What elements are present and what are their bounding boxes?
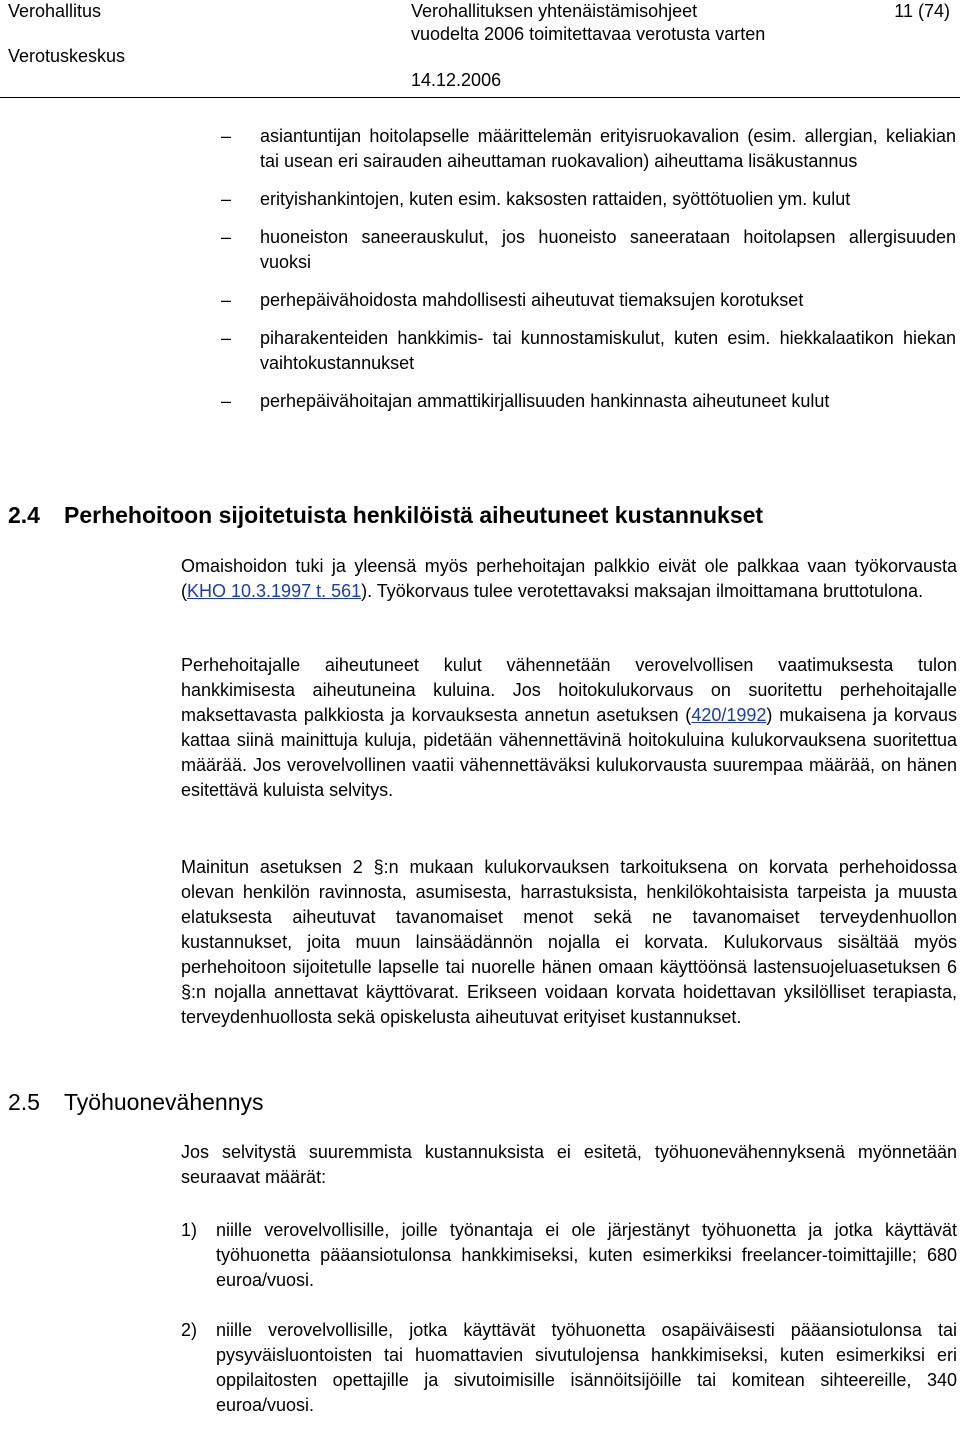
section-title: Työhuonevähennys: [64, 1089, 264, 1115]
header-agency: Verohallitus: [8, 1, 102, 21]
dash-marker: –: [221, 391, 232, 411]
list-item: [221, 389, 956, 414]
list-item-text: niille verovelvollisille, jotka käyttävät työhuonetta osapäiväisesti pääansiotulonsa tai pysyväisluontoisten tai huomattavien sivutulojensa hankkimiseksi, kuten esimerkiksi eri oppilaitosten opettajille ja sivutoimisille isännöitsijöille tai komitean sihteereille, 340 euroa/vuosi.: [216, 1320, 957, 1415]
list-item-text: perhepäivähoitajan ammattikirjallisuuden hankinnasta aiheutuneet kulut: [260, 391, 830, 411]
dash-marker: –: [221, 227, 232, 247]
list-item-text: asiantuntijan hoitolapselle määrittelemän erityisruokavalion (esim. allergian, keliakian tai usean eri sairauden aiheuttaman ruokavalion) aiheuttama lisäkustannus: [260, 126, 956, 171]
paragraph-text: Omaishoidon tuki ja yleensä myös perhehoitajan palkkio eivät ole palkkaa vaan työkorvausta (: [181, 556, 957, 601]
list-item: [181, 1318, 957, 1418]
section-title: Perhehoitoon sijoitetuista henkilöistä aiheutuneet kustannukset: [64, 502, 764, 528]
header-date: 14.12.2006: [411, 70, 502, 90]
list-item: [221, 326, 956, 376]
header-page-number: 11 (74): [894, 1, 950, 21]
paragraph-text: ) mukaisena ja korvaus kattaa siinä mainittuja kuluja, pidetään vähennettävinä hoitokuluina kulukorvauksena suoritettua määrää. Jos verovelvollinen vaatii vähennettäväksi kulukorvausta suurempaa määrää, on hänen esitettävä kuluista selvitys.: [181, 705, 957, 800]
list-item: [181, 1218, 957, 1293]
header-title-line1: Verohallituksen yhtenäistämisohjeet: [411, 1, 698, 21]
list-item-text: piharakenteiden hankkimis- tai kunnostamiskulut, kuten esim. hiekkalaatikon hiekan vaihtokustannukset: [260, 328, 956, 373]
list-item-number: 1): [181, 1220, 198, 1240]
page-header: [0, 0, 960, 100]
paragraph-text: ). Työkorvaus tulee verotettavaksi maksajan ilmoittamana bruttotulona.: [361, 581, 924, 601]
header-title-line2: vuodelta 2006 toimitettavaa verotusta varten: [411, 24, 766, 44]
dash-marker: –: [221, 126, 232, 146]
list-item-text: niille verovelvollisille, joille työnantaja ei ole järjestänyt työhuonetta ja jotka käyttävät työhuonetta pääansiotulonsa hankkimiseksi, kuten esimerkiksi freelancer-toimittajille; 680 euroa/vuosi.: [216, 1220, 957, 1290]
deduction-amount-list: [181, 1218, 957, 1443]
header-divider: [0, 97, 960, 98]
section-2-4-paragraph-2: [181, 653, 957, 803]
section-2-4-paragraph-1: [181, 554, 957, 604]
section-number: 2.4: [8, 502, 40, 528]
list-item-number: 2): [181, 1320, 198, 1340]
list-item: [221, 124, 956, 174]
dash-marker: –: [221, 328, 232, 348]
decree-link[interactable]: 420/1992: [691, 705, 767, 725]
list-item: [221, 187, 956, 212]
list-item-text: erityishankintojen, kuten esim. kaksosten rattaiden, syöttötuolien ym. kulut: [260, 189, 851, 209]
list-item-text: huoneiston saneerauskulut, jos huoneisto saneerataan hoitolapsen allergisuuden vuoksi: [260, 227, 956, 272]
list-item: [221, 225, 956, 275]
section-2-4-heading: [8, 502, 763, 529]
header-office: Verotuskeskus: [8, 46, 126, 66]
expense-bullet-list: [221, 124, 956, 427]
section-2-5-intro: Jos selvitystä suuremmista kustannuksista ei esitetä, työhuonevähennyksenä myönnetään seuraavat määrät:: [181, 1142, 957, 1187]
dash-marker: –: [221, 189, 232, 209]
list-item-text: perhepäivähoidosta mahdollisesti aiheutuvat tiemaksujen korotukset: [260, 290, 804, 310]
section-number: 2.5: [8, 1089, 40, 1115]
list-item: [221, 288, 956, 313]
dash-marker: –: [221, 290, 232, 310]
section-2-4-paragraph-3: Mainitun asetuksen 2 §:n mukaan kulukorvauksen tarkoituksena on korvata perhehoidossa olevan henkilön ravinnosta, asumisesta, harrastuksista, henkilökohtaisista tarpeista ja muusta elatuksesta aiheutuvat tavanomaiset menot sekä ne tavanomaiset terveydenhuollon kustannukset, joita muun lainsäädännön nojalla ei korvata. Kulukorvaus sisältää myös perhehoitoon sijoitetulle lapselle tai nuorelle hänen omaan käyttöönsä lastensuojeluasetuksen 6 §:n nojalla annettavat käyttövarat. Erikseen voidaan korvata hoidettavan yksilölliset terapiasta, terveydenhuollosta sekä opiskelusta aiheutuvat erityiset kustannukset.: [181, 857, 957, 1027]
court-decision-link[interactable]: KHO 10.3.1997 t. 561: [187, 581, 362, 601]
section-2-5-heading: [8, 1089, 264, 1116]
paragraph-text: Perhehoitajalle aiheutuneet kulut vähennetään verovelvollisen vaatimuksesta tulon hankkimisesta aiheutuneina kuluina. Jos hoitokulukorvaus on suoritettu perhehoitajalle maksettavasta palkkiosta ja korvauksesta annetun asetuksen (: [181, 655, 957, 725]
